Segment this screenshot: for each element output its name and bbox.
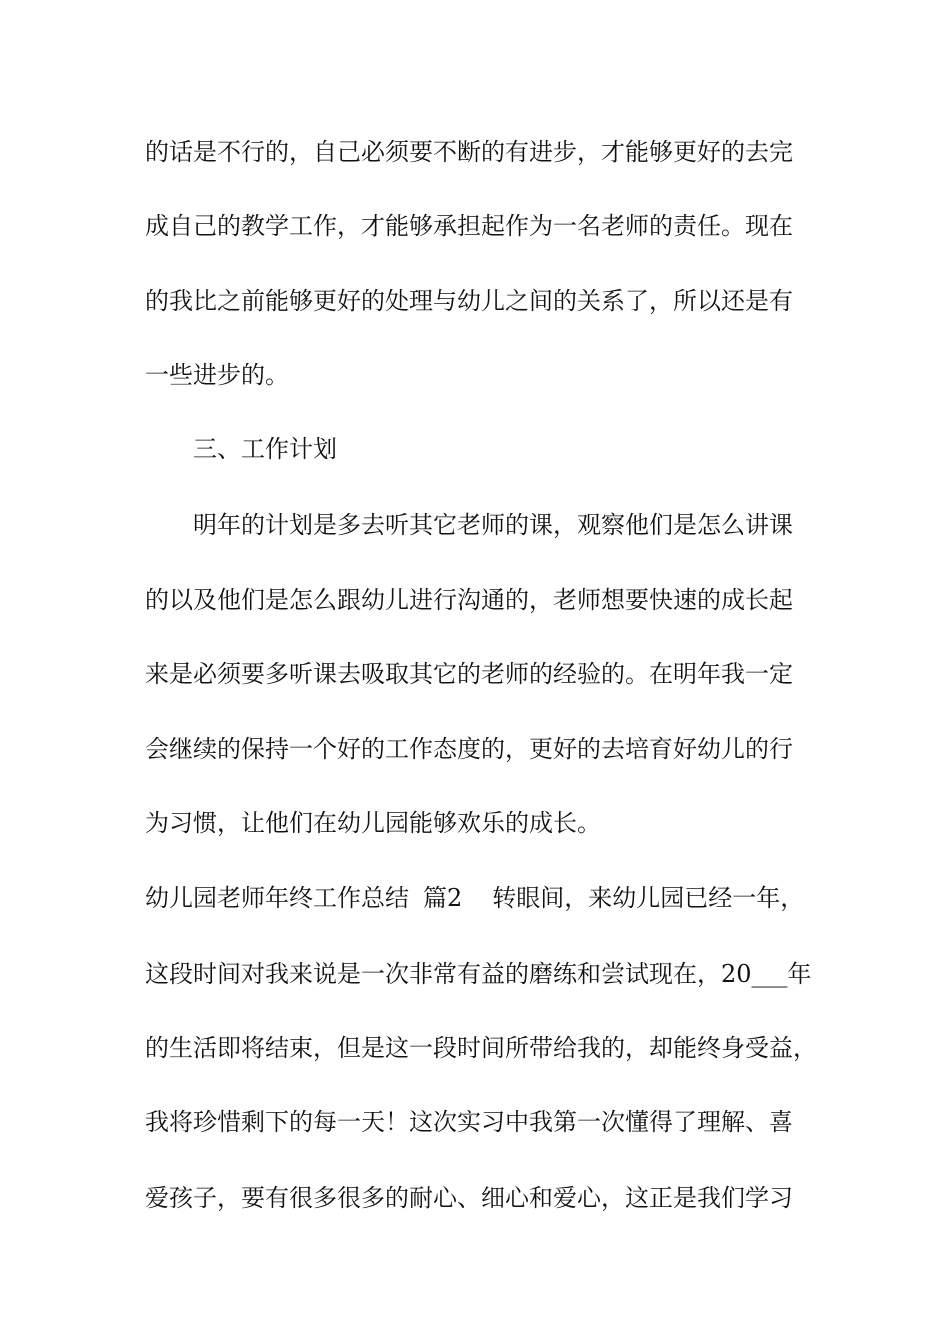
paragraph-line: 的以及他们是怎么跟幼儿进行沟通的，老师想要快速的成长起	[145, 586, 793, 614]
paragraph-line: 的生活即将结束，但是这一段时间所带给我的，却能终身受益，	[145, 1034, 817, 1062]
paragraph-line: 一些进步的。	[145, 361, 289, 389]
article-heading-line	[145, 883, 845, 913]
paragraph-line: 的我比之前能够更好的处理与幼儿之间的关系了，所以还是有	[145, 287, 793, 315]
paragraph-line: 来是必须要多听课去吸取其它的老师的经验的。在明年我一定	[145, 660, 793, 688]
section-heading: 三、工作计划	[193, 435, 337, 463]
paragraph-line: 明年的计划是多去听其它老师的课，观察他们是怎么讲课	[193, 511, 793, 539]
paragraph-line: 会继续的保持一个好的工作态度的，更好的去培育好幼儿的行	[145, 735, 793, 763]
paragraph-line: 为习惯，让他们在幼儿园能够欢乐的成长。	[145, 809, 601, 837]
paragraph-line: 爱孩子，要有很多很多的耐心、细心和爱心，这正是我们学习	[145, 1184, 793, 1212]
paragraph-line: 我将珍惜剩下的每一天！这次实习中我第一次懂得了理解、喜	[145, 1108, 793, 1136]
paragraph-line: 的话是不行的，自己必须要不断的有进步，才能够更好的去完	[145, 138, 793, 166]
article-first-line: 转眼间，来幼儿园已经一年，	[492, 884, 805, 912]
paragraph-line: 这段时间对我来说是一次非常有益的磨练和尝试现在，20___年	[145, 960, 812, 988]
paragraph-line: 成自己的教学工作，才能够承担起作为一名老师的责任。现在	[145, 212, 793, 240]
article-title: 幼儿园老师年终工作总结	[145, 884, 409, 912]
article-part: 篇2	[423, 884, 463, 912]
